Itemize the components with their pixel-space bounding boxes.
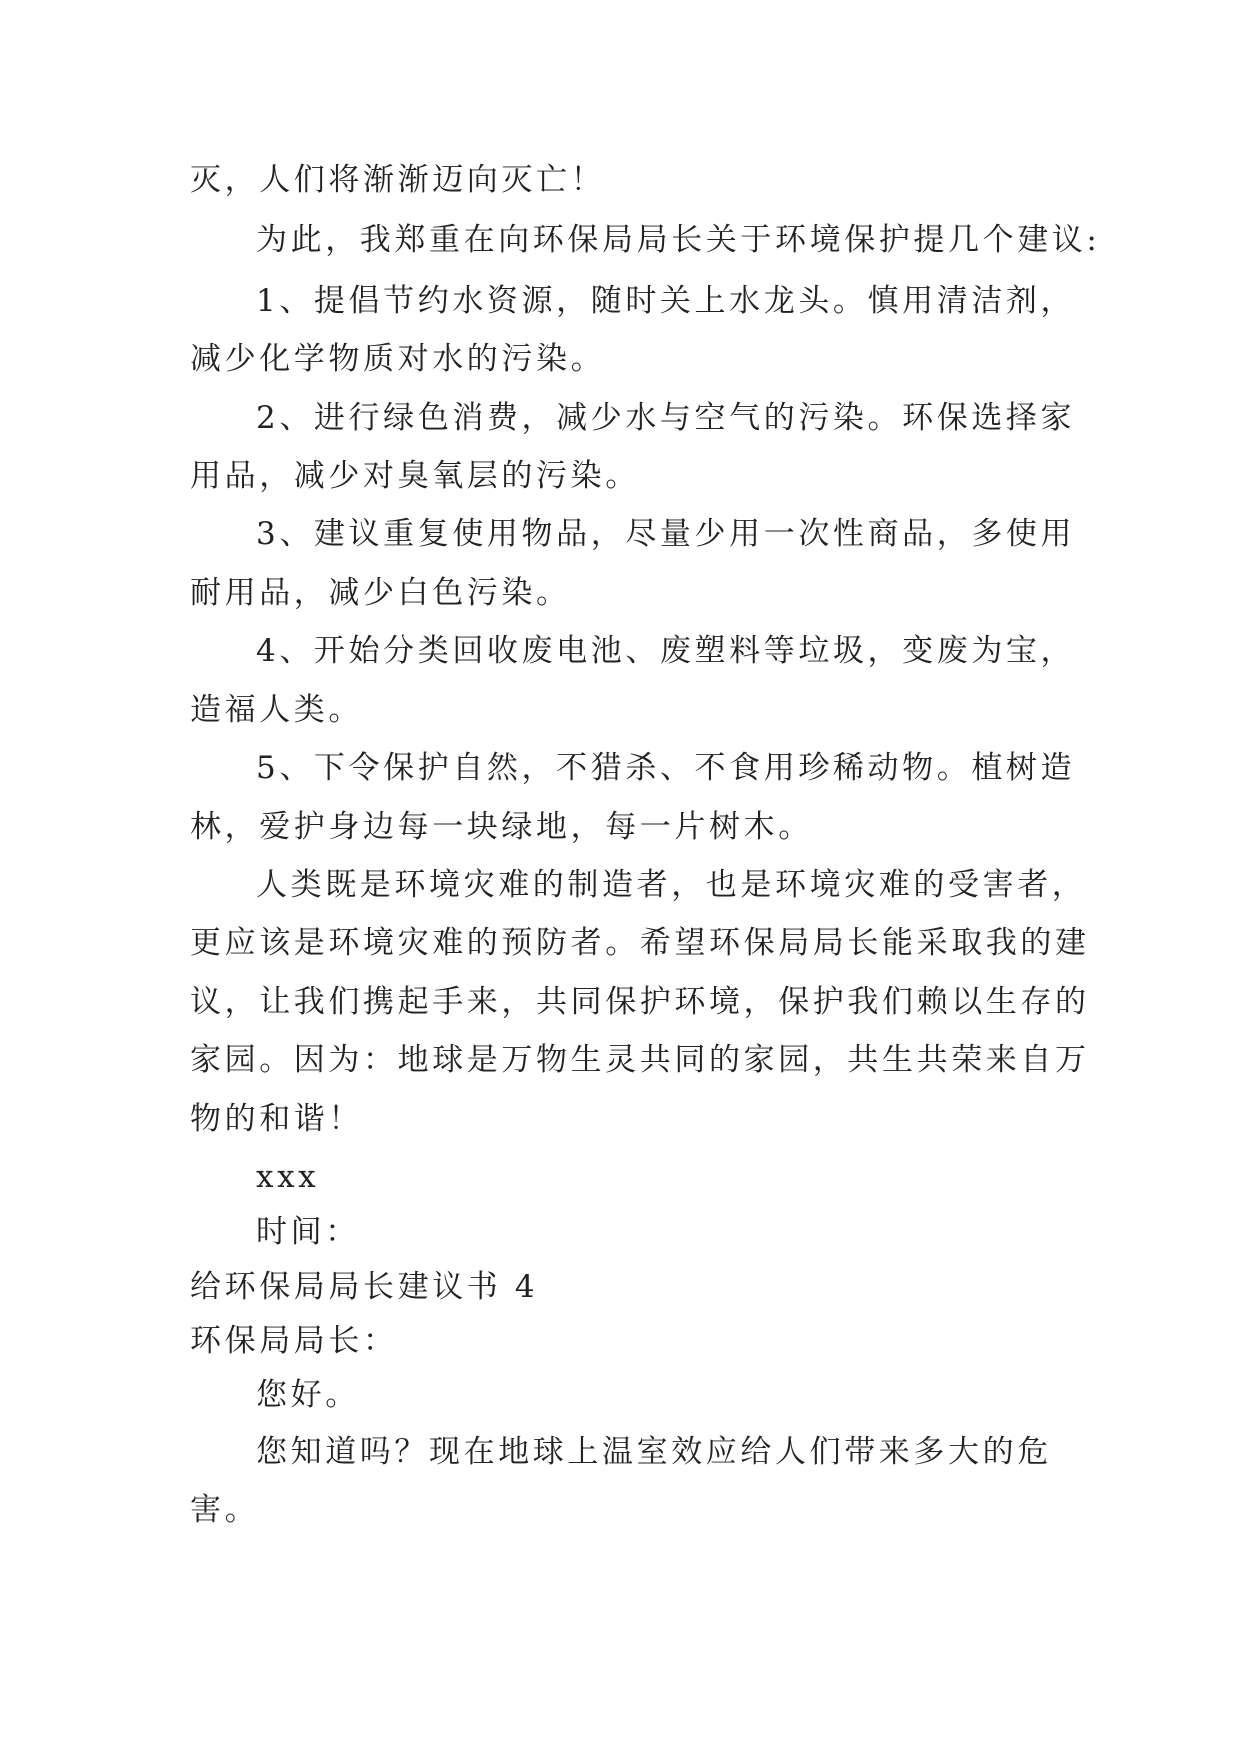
text-line: 减少化学物质对水的污染。 [190, 341, 606, 377]
signature-name: xxx [256, 1159, 320, 1195]
text-line: 3、建议重复使用物品，尽量少用一次性商品，多使用 [256, 516, 1076, 552]
section-title: 给环保局局长建议书 4 [190, 1269, 539, 1305]
text-line: 人类既是环境灾难的制造者，也是环境灾难的受害者， [256, 867, 1087, 903]
text-line: 用品，减少对臭氧层的污染。 [190, 458, 640, 494]
text-line: 更应该是环境灾难的预防者。希望环保局局长能采取我的建 [190, 925, 1090, 961]
text-line: 1、提倡节约水资源，随时关上水龙头。慎用清洁剂， [256, 283, 1076, 319]
text-line: 4、开始分类回收废电池、废塑料等垃圾，变废为宝， [256, 633, 1076, 669]
greeting: 您好。 [256, 1377, 360, 1413]
text-line: 耐用品，减少白色污染。 [190, 575, 571, 611]
text-line: 灭，人们将渐渐迈向灭亡！ [190, 162, 606, 198]
salutation: 环保局局长： [190, 1323, 398, 1359]
date-label: 时间： [256, 1214, 360, 1250]
text-line: 5、下令保护自然，不猎杀、不食用珍稀动物。植树造 [256, 750, 1076, 786]
text-line: 害。 [190, 1492, 260, 1528]
text-line: 林，爱护身边每一块绿地，每一片树木。 [190, 809, 813, 845]
text-line: 2、进行绿色消费，减少水与空气的污染。环保选择家 [256, 400, 1076, 436]
text-line: 家园。因为：地球是万物生灵共同的家园，共生共荣来自万 [190, 1042, 1090, 1078]
text-line: 您知道吗？现在地球上温室效应给人们带来多大的危 [256, 1434, 1052, 1470]
text-line: 物的和谐！ [190, 1101, 363, 1137]
text-line: 议，让我们携起手来，共同保护环境，保护我们赖以生存的 [190, 984, 1090, 1020]
text-line: 造福人类。 [190, 692, 363, 728]
text-line: 为此，我郑重在向环保局局长关于环境保护提几个建议: [256, 222, 1101, 258]
